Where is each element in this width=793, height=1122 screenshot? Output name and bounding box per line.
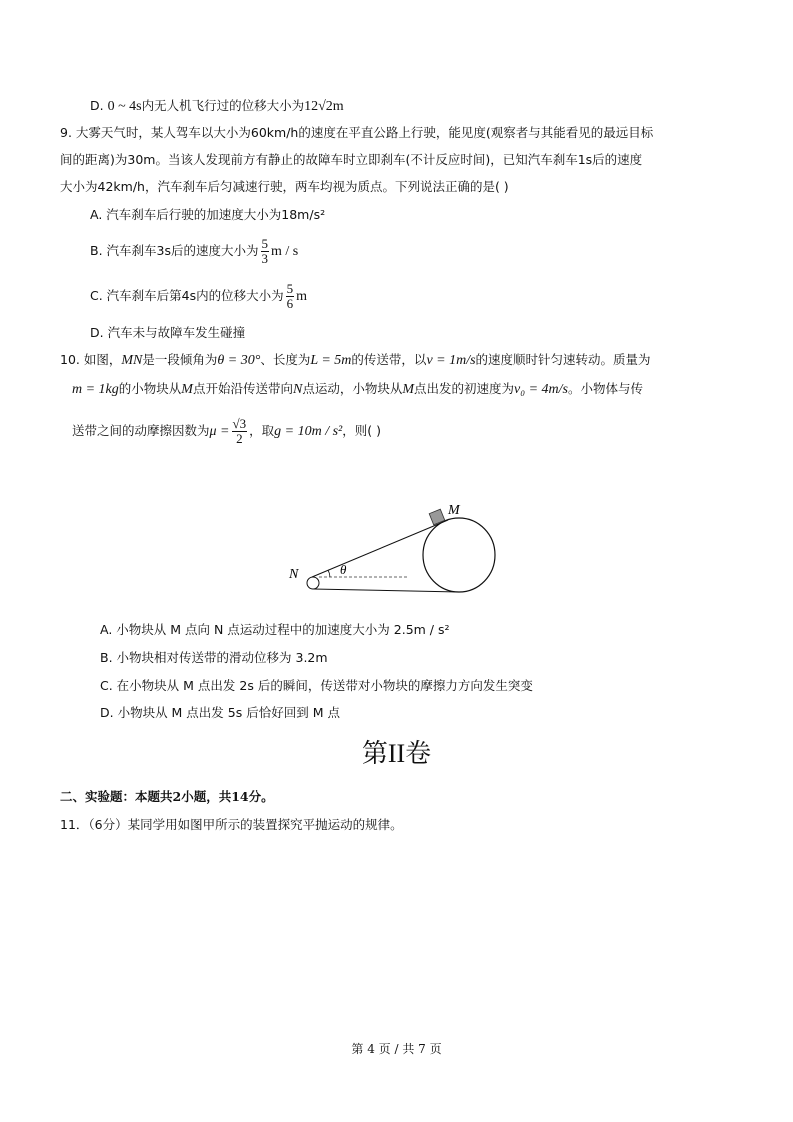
option-text: C. 汽车刹车后第4s内的位移大小为 <box>90 288 284 303</box>
option-text: B. 汽车刹车3s后的速度大小为 <box>90 243 259 258</box>
t: 、长度为 <box>260 352 311 367</box>
t: 送带之间的动摩擦因数为 <box>72 423 210 438</box>
t: v₀ = 4m/s <box>514 382 569 397</box>
t: g = 10m / s² <box>274 424 343 439</box>
t: 10. 如图， <box>60 352 122 367</box>
q10-option-d: D. 小物块从 M 点出发 5s 后恰好回到 M 点 <box>100 705 340 720</box>
option-text: 内无人机飞行过的位移大小为 <box>141 98 305 113</box>
t: θ = 30° <box>217 353 261 368</box>
label-theta: θ <box>340 562 347 577</box>
time-range: 0 ~ 4s <box>107 99 142 114</box>
large-pulley <box>423 518 495 592</box>
denominator: 6 <box>286 296 294 311</box>
t: MN <box>121 353 143 368</box>
denominator: 2 <box>236 431 243 446</box>
t: 。小物体与传 <box>568 381 644 396</box>
t: N <box>292 382 303 397</box>
t: 的传送带，以 <box>351 352 427 367</box>
part-title: 第II卷 <box>361 739 432 768</box>
t: 的速度顺时针匀速转动。质量为 <box>475 352 651 367</box>
t: L = 5m <box>310 353 352 368</box>
t: M <box>402 382 415 397</box>
unit: m <box>296 289 308 304</box>
numerator: √3 <box>232 416 247 431</box>
section-heading: 二、实验题：本题共2小题，共14分。 <box>60 789 274 804</box>
q10-option-c: C. 在小物块从 M 点出发 2s 后的瞬间，传送带对小物块的摩擦力方向发生突变 <box>100 678 533 693</box>
q10-option-b: B. 小物块相对传送带的滑动位移为 3.2m <box>100 650 328 665</box>
t: 点出发的初速度为 <box>414 381 515 396</box>
q9-line1: 9. 大雾天气时，某人驾车以大小为60km/h的速度在平直公路上行驶，能见度(观察者与其能看见的最远目标 <box>60 125 654 140</box>
t: 点运动，小物块从 <box>302 381 403 396</box>
q9-line3: 大小为42km/h，汽车刹车后匀减速行驶，两车均视为质点。下列说法正确的是( ) <box>60 179 509 194</box>
t: 点开始沿传送带向 <box>192 381 293 396</box>
numerator: 5 <box>261 236 268 251</box>
q9-option-a: A. 汽车刹车后行驶的加速度大小为18m/s² <box>90 207 326 222</box>
unit: m / s <box>271 244 299 259</box>
t: v = 1m/s <box>426 353 476 368</box>
option-value: 12√2m <box>304 99 344 114</box>
small-pulley <box>307 577 319 589</box>
t: ，取 <box>249 423 275 438</box>
page-footer: 第 4 页 / 共 7 页 <box>351 1042 442 1056</box>
t: 的小物块从 <box>118 381 182 396</box>
t: m = 1kg <box>72 382 119 397</box>
t: M <box>181 382 193 397</box>
belt-bottom <box>313 589 459 592</box>
label-m: M <box>448 503 460 518</box>
q9-option-d: D. 汽车未与故障车发生碰撞 <box>90 325 246 340</box>
denominator: 3 <box>261 251 268 266</box>
t: ，则( ) <box>342 423 381 438</box>
belt-top <box>312 520 448 577</box>
angle-arc <box>328 570 330 577</box>
q9-line2: 间的距离)为30m。当该人发现前方有静止的故障车时立即刹车(不计反应时间)，已知汽车刹车1s后的速度 <box>60 152 643 167</box>
option-label: D. <box>90 98 108 113</box>
q10-option-a: A. 小物块从 M 点向 N 点运动过程中的加速度大小为 2.5m / s² <box>100 622 450 637</box>
t: μ = <box>209 424 230 439</box>
label-n: N <box>289 567 299 582</box>
t: 是一段倾角为 <box>142 352 218 367</box>
q11-text: 11．（6分）某同学用如图甲所示的装置探究平抛运动的规律。 <box>60 817 403 832</box>
numerator: 5 <box>286 281 294 296</box>
